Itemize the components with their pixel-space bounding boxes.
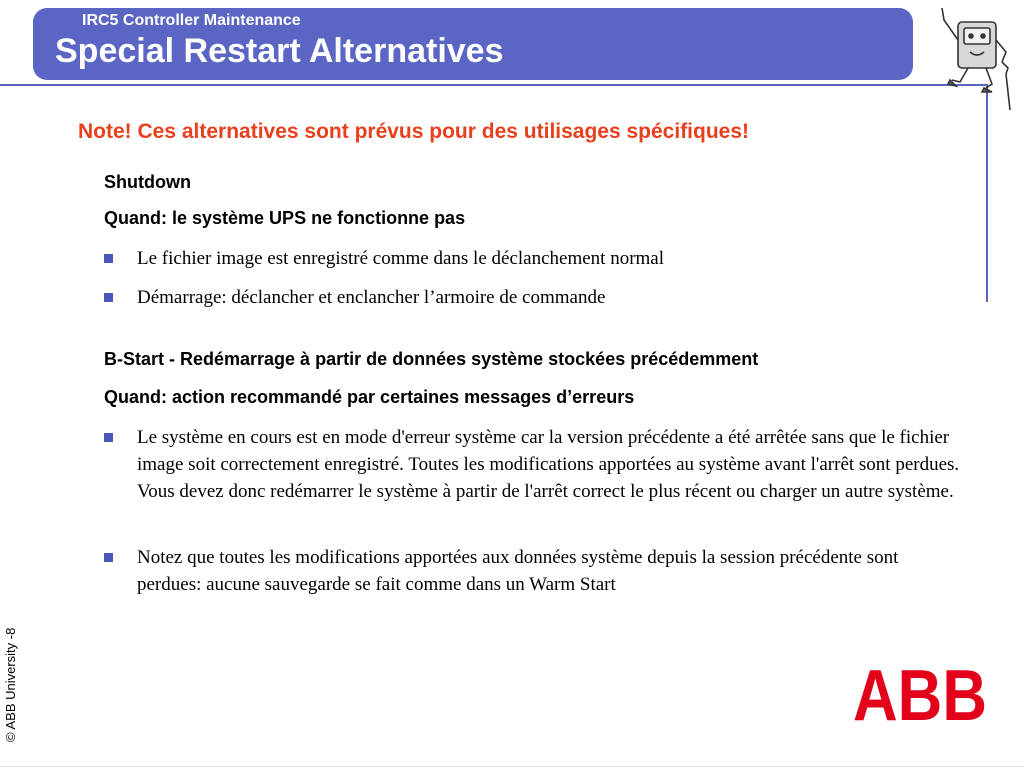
square-bullet-icon (104, 553, 113, 562)
abb-logo-text: ABB (853, 656, 987, 736)
square-bullet-icon (104, 433, 113, 442)
frame-right-line (986, 84, 988, 302)
bottom-divider (0, 766, 1024, 767)
section1-heading: Shutdown (104, 172, 191, 192)
abb-logo (852, 656, 988, 736)
note-text: Note! Ces alternatives sont prévus pour des utilisages spécifiques! (78, 120, 750, 143)
robot-mascot-icon (936, 0, 1016, 112)
header-subtitle: IRC5 Controller Maintenance (82, 12, 301, 29)
list-item: Le fichier image est enregistré comme dans le déclanchement normal (104, 245, 964, 272)
square-bullet-icon (104, 254, 113, 263)
list-item: Démarrage: déclancher et enclancher l’armoire de commande (104, 284, 964, 311)
frame-top-line (0, 84, 988, 86)
list-item: Le système en cours est en mode d'erreur système car la version précédente a été arrêtée sans que le fichier image soit correctement enregistré. Toutes les modifications apportées au système avant l'arrêt sont perdues. Vous devez donc redémarrer le système à partir de l'arrêt correct le plus récent ou charger un autre système. (104, 424, 964, 505)
page-title: Special Restart Alternatives (55, 32, 504, 70)
section2-heading: B-Start - Redémarrage à partir de données système stockées précédemment (104, 349, 759, 369)
list-item: Notez que toutes les modifications apportées aux données système depuis la session précédente sont perdues: aucune sauvegarde se fait comme dans un Warm Start (104, 544, 964, 598)
section1-when: Quand: le système UPS ne fonctionne pas (104, 208, 466, 228)
square-bullet-icon (104, 293, 113, 302)
section2-when: Quand: action recommandé par certaines messages d’erreurs (104, 387, 635, 407)
footer-copyright: © ABB University -8 (3, 627, 18, 742)
